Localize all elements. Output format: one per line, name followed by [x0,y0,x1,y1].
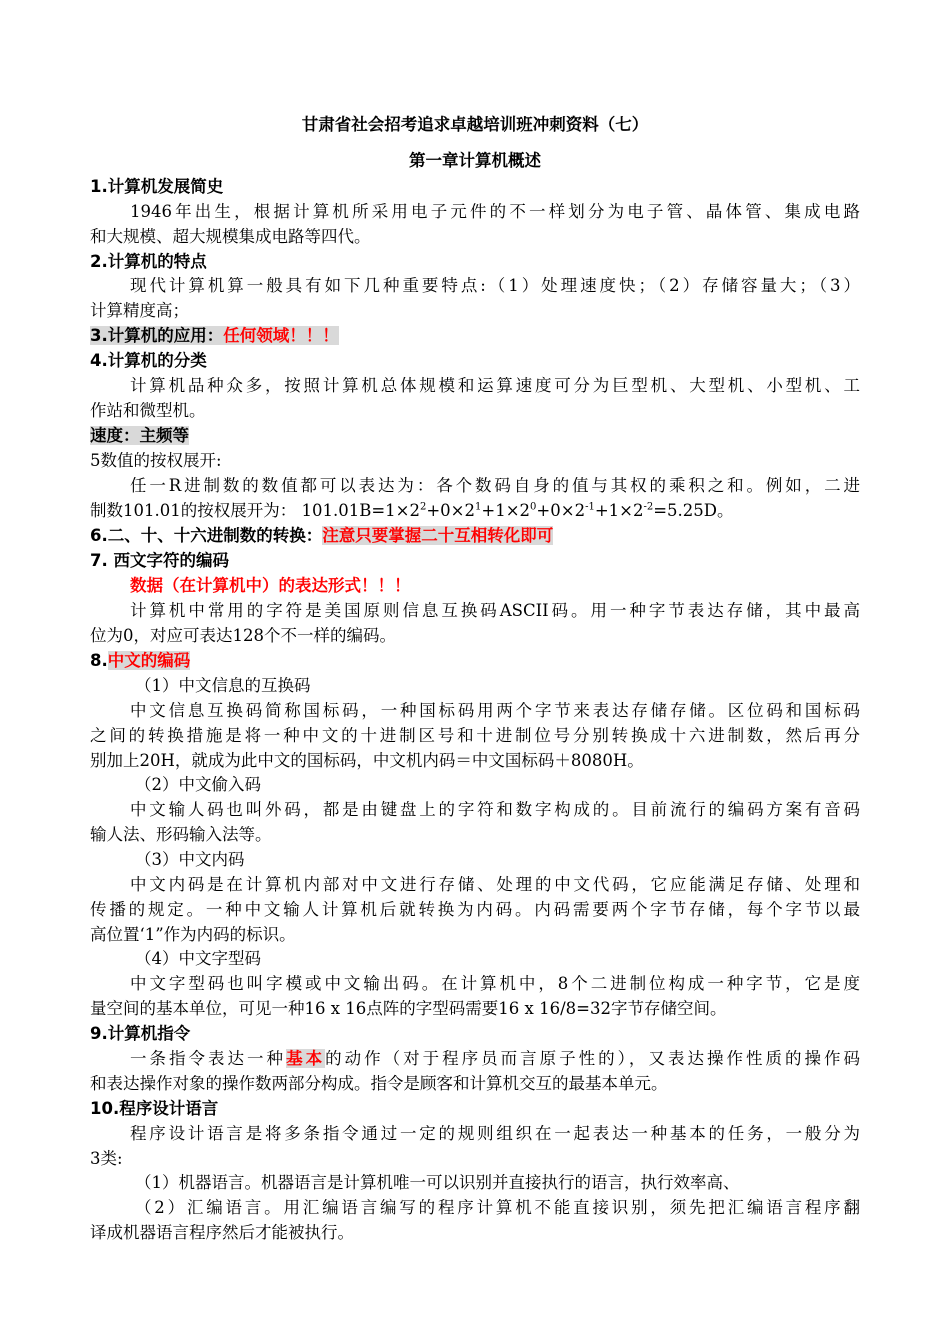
section-3-emphasis: 任何领域！！！ [223,326,339,345]
section-8-sub-2-line-2: 输人法、形码输入法等。 [90,825,272,844]
section-4-heading: 4.计算机的分类 [90,351,207,370]
section-7-heading: 7. 西文字符的编码 [90,551,229,570]
section-10-text-line-2: 3类: [90,1149,123,1168]
section-8-sub-1-line-3: 别加上20H，就成为此中文的国标码，中文机内码＝中文国标码＋8080H。 [90,751,644,770]
section-2-heading: 2.计算机的特点 [90,252,207,271]
section-2-text-line-2: 计算精度高； [90,301,189,320]
section-4-text-line-1: 计算机品种众多，按照计算机总体规模和运算速度可分为巨型机、大型机、小型机、工 [130,376,860,395]
section-8-sub-4-line-2: 量空间的基本单位，可见一种16 x 16点阵的字型码需要16 x 16/8=32字节存储空间。 [90,999,727,1018]
section-8-sub-1: （1）中文信息的互换码 [135,676,311,695]
section-5-text-line-2: 制数101.01的按权展开为： $101.01B=1\times 2^2+0\times 2^1+1\times 2^0+0\times 2^{-1}+1\times 2^{-2}=5.25D$。 [90,501,734,520]
section-9-emphasis: 基本 [286,1049,326,1068]
section-8-sub-4: （4）中文字型码 [135,949,261,968]
section-6-line [90,524,860,548]
section-6-heading: 6.二、十、十六进制数的转换： [90,526,323,545]
section-4-text-line-2: 作站和微型机。 [90,401,206,420]
section-4-note: 速度：主频等 [90,426,189,445]
section-7-emphasis: 数据（在计算机中）的表达形式！！！ [130,576,411,595]
section-8-sub-1-line-2: 之间的转换措施是将一种中文的十进制区号和十进制位号分别转换成十六进制数，然后再分 [90,726,860,745]
section-10-item-1: （1）机器语言。机器语言是计算机唯一可以识别并直接执行的语言，执行效率高、 [135,1173,740,1192]
section-8-sub-3: （3）中文内码 [135,850,245,869]
section-6-emphasis: 注意只要掌握二十互相转化即可 [322,526,554,545]
section-10-item-2-line-1: （2）汇编语言。用汇编语言编写的程序计算机不能直接识别，须先把汇编语言程序翻 [135,1198,860,1217]
section-8-sub-3-line-2: 传播的规定。一种中文输人计算机后就转换为内码。内码需要两个字节存储，每个字节以最 [90,900,860,919]
section-3-line [90,324,860,348]
document-title: 甘肃省社会招考追求卓越培训班冲刺资料（七） [301,115,649,134]
section-8-heading-text: 中文的编码 [107,651,191,670]
section-8-sub-2: （2）中文偷入码 [135,775,261,794]
section-3-heading: 3.计算机的应用： [90,326,224,345]
section-7-text-line-1: 计算机中常用的字符是美国原则信息互换码ASCII码。用一种字节表达存储，其中最高 [130,601,860,620]
section-1-heading: 1.计算机发展简史 [90,177,224,196]
section-8-sub-1-line-1: 中文信息互换码简称国标码，一种国标码用两个字节来表达存储存储。区位码和国标码 [130,701,860,720]
section-4-note-line [90,424,860,448]
section-9-heading: 9.计算机指令 [90,1024,191,1043]
section-8-sub-2-line-1: 中文输人码也叫外码，都是由键盘上的字符和数字构成的。目前流行的编码方案有音码 [130,800,860,819]
section-10-text-line-1: 程序设计语言是将多条指令通过一定的规则组织在一起表达一种基本的任务，一般分为 [130,1124,860,1143]
section-8-sub-4-line-1: 中文字型码也叫字模或中文输出码。在计算机中，8个二进制位构成一种字节，它是度 [130,974,860,993]
section-8-heading: 8.中文的编码 [90,651,191,670]
section-2-text-line-1: 现代计算机算一般具有如下几种重要特点:（1）处理速度快；（2）存储容量大；（3） [130,276,860,295]
section-10-heading: 10.程序设计语言 [90,1099,219,1118]
section-1-text-line-1: 1946年出生，根据计算机所采用电子元件的不一样划分为电子管、晶体管、集成电路 [130,202,860,221]
section-7-text-line-2: 位为0，对应可表达128个不一样的编码。 [90,626,396,645]
section-8-sub-3-line-1: 中文内码是在计算机内部对中文进行存储、处理的中文代码，它应能满足存储、处理和 [130,875,860,894]
chapter-title: 第一章计算机概述 [409,151,541,170]
section-5-text-line-1: 任一R进制数的数值都可以表达为：各个数码自身的值与其权的乘积之和。例如，二进 [130,476,860,495]
section-9-text-line-2: 和表达操作对象的操作数两部分构成。指令是顾客和计算机交互的最基本单元。 [90,1074,668,1093]
section-8-sub-3-line-3: 高位置‘1”作为内码的标识。 [90,925,296,944]
section-10-item-2-line-2: 译成机器语言程序然后才能被执行。 [90,1223,354,1242]
section-9-text-line-1: 一条指令表达一种基本的动作（对于程序员而言原子性的），又表达操作性质的操作码 [130,1049,861,1068]
section-5-heading: 5数值的按权展开: [90,451,222,470]
section-1-text-line-2: 和大规模、超大规模集成电路等四代。 [90,227,371,246]
